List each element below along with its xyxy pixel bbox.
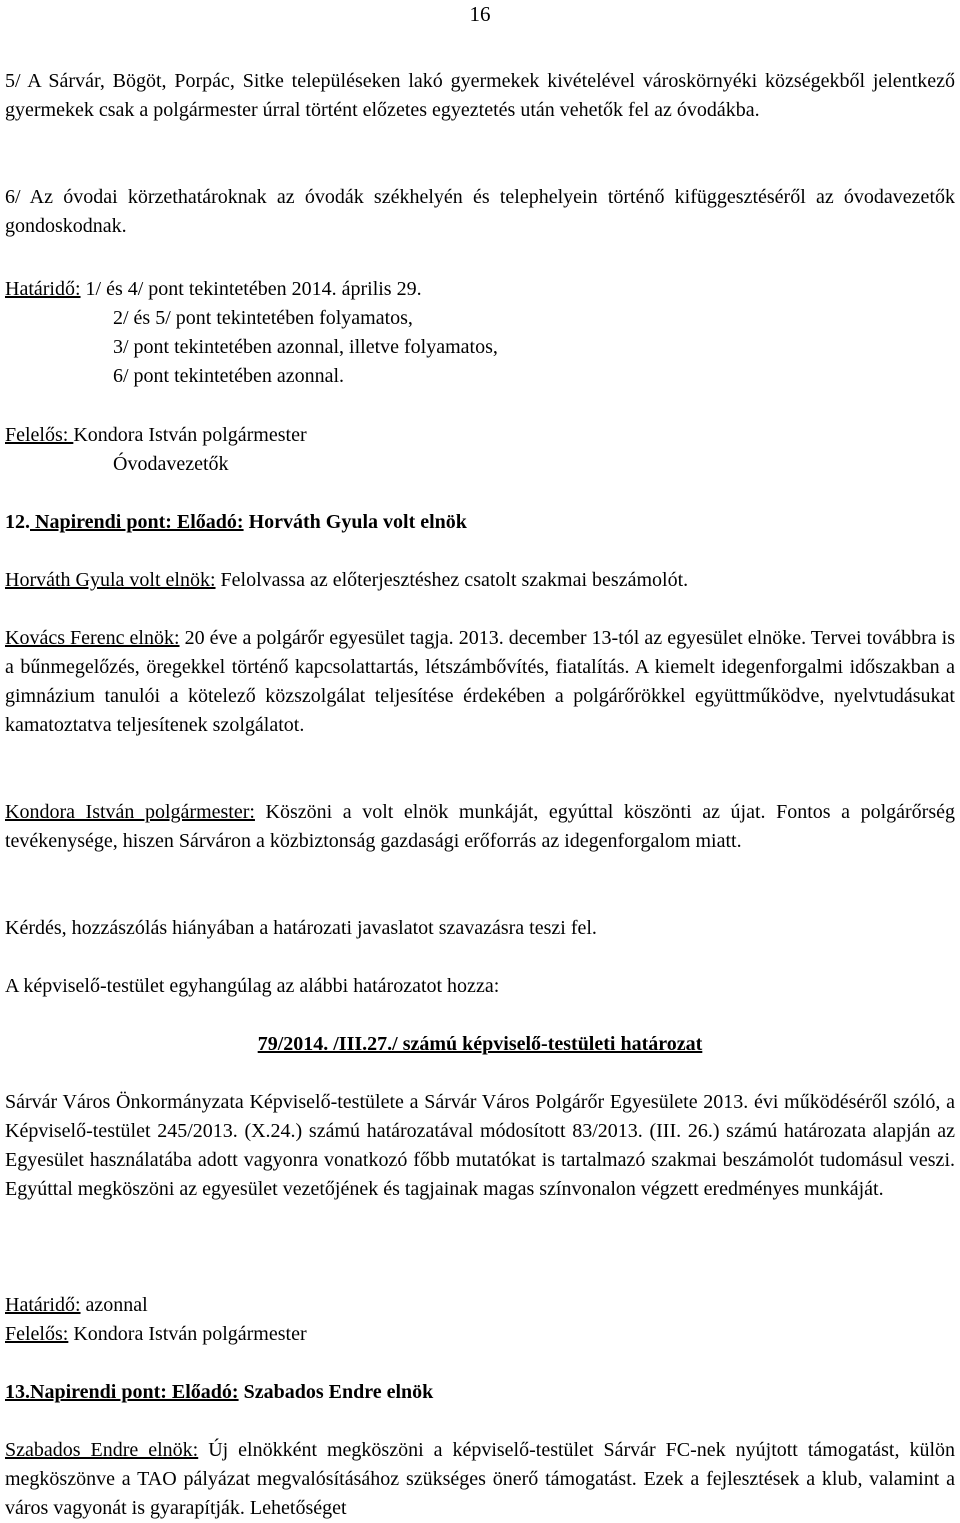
vote-paragraph: A képviselő-testület egyhangúlag az alábbi határozatot hozza: [5, 975, 500, 997]
agenda-13-number: 13. [5, 1381, 30, 1403]
szabados-paragraph [5, 1436, 955, 1523]
deadline-2-label: Határidő: [5, 1294, 81, 1316]
page-number: 16 [469, 2, 491, 26]
kovacs-paragraph [5, 624, 955, 740]
resolution-title-text: 79/2014. /III.27./ számú képviselő-testületi határozat [257, 1033, 703, 1055]
deadline-2 [5, 1291, 955, 1320]
kovacs-speaker: Kovács Ferenc elnök: [5, 627, 180, 649]
agenda-13-heading [5, 1378, 955, 1407]
resolution-text: Sárvár Város Önkormányzata Képviselő-testülete a Sárvár Város Polgárőr Egyesülete 2013. évi működéséről szóló, a Képviselő-testület 245/2013. (X.24.) számú határozatával módosított 83/2013. (III. 26.) számú határozata alapján az Egyesület használatába adott vagyonra vonatkozó főbb mutatókat is tartalmazó szakmai beszámolót tudomásul veszi. Egyúttal megköszöni az egyesület vezetőjének és tagjainak magas színvonalon végzett eredményes munkáját. [5, 1091, 955, 1200]
responsible-label: Felelős: [5, 424, 74, 446]
item-6-paragraph: 6/ Az óvodai körzethatároknak az óvodák székhelyén és telephelyein történő kifüggesztéséről az óvodavezetők gondoskodnak. [5, 186, 955, 237]
responsible-2 [5, 1320, 955, 1349]
kovacs-text: 20 éve a polgárőr egyesület tagja. 2013. december 13-tól az egyesület elnöke. Tervei továbbra is a bűnmegelőzés, öregekkel történő kapcsolattartás, létszámbővítés, fiatalítás. A kiemelt idegenforgalmi időszakban a gimnázium tanulói a kötelező közszolgálat teljesítése érdekében a polgárőrökkel együttműködve, nyelvtudásukat kamatoztatva teljesítenek szolgálatot. [5, 627, 956, 736]
agenda-12-number: 12. [5, 511, 30, 533]
item-5-paragraph: 5/ A Sárvár, Bögöt, Porpác, Sitke településeken lakó gyermekek kivételével városkörnyéki községekből jelentkező gyermekek csak a polgármester úrral történt előzetes egyeztetés után vehetők fel az óvodákba. [5, 70, 955, 121]
kondora-text: Köszöni a volt elnök munkáját, egyúttal köszönti az újat. Fontos a polgárőrség tevékenysége, hiszen Sárváron a közbiztonság gazdasági erőforrás az idegenforgalom miatt. [5, 801, 956, 852]
agenda-12-label: Napirendi pont: Előadó: [30, 511, 244, 533]
responsible-2-label: Felelős: [5, 1323, 69, 1345]
responsible-line-2: Óvodavezetők [113, 453, 229, 475]
question-paragraph: Kérdés, hozzászólás hiányában a határozati javaslatot szavazásra teszi fel. [5, 917, 597, 939]
horvath-text: Felolvassa az előterjesztéshez csatolt szakmai beszámolót. [215, 569, 689, 591]
agenda-13-presenter: Szabados Endre elnök [238, 1381, 434, 1403]
agenda-13-label: Napirendi pont: Előadó: [30, 1381, 239, 1403]
deadline-line-3: 3/ pont tekintetében azonnal, illetve folyamatos, [113, 336, 498, 358]
horvath-paragraph [5, 566, 955, 595]
deadline-block [5, 275, 955, 391]
responsible-2-value: Kondora István polgármester [68, 1323, 307, 1345]
horvath-speaker: Horváth Gyula volt elnök: [5, 569, 216, 591]
deadline-line-1: 1/ és 4/ pont tekintetében 2014. április 29. [80, 278, 422, 300]
responsible-block [5, 421, 955, 479]
kondora-speaker: Kondora István polgármester: [5, 801, 255, 823]
szabados-text: Új elnökként megköszöni a képviselő-testület Sárvár FC-nek nyújtott támogatást, külön megköszönve a TAO pályázat megvalósításához szükséges önerő támogatást. Ezek a fejlesztések a klub, valamint a város vagyonát is gyarapítják. Lehetőséget [5, 1439, 955, 1519]
szabados-speaker: Szabados Endre elnök: [5, 1439, 199, 1461]
agenda-12-presenter: Horváth Gyula volt elnök [243, 511, 467, 533]
responsible-line-1: Kondora István polgármester [73, 424, 307, 446]
agenda-12-heading [5, 508, 955, 537]
resolution-title [5, 1030, 955, 1059]
deadline-line-2: 2/ és 5/ pont tekintetében folyamatos, [113, 307, 413, 329]
deadline-label: Határidő: [5, 278, 81, 300]
deadline-2-value: azonnal [80, 1294, 148, 1316]
kondora-paragraph [5, 798, 955, 856]
deadline-line-4: 6/ pont tekintetében azonnal. [113, 365, 345, 387]
